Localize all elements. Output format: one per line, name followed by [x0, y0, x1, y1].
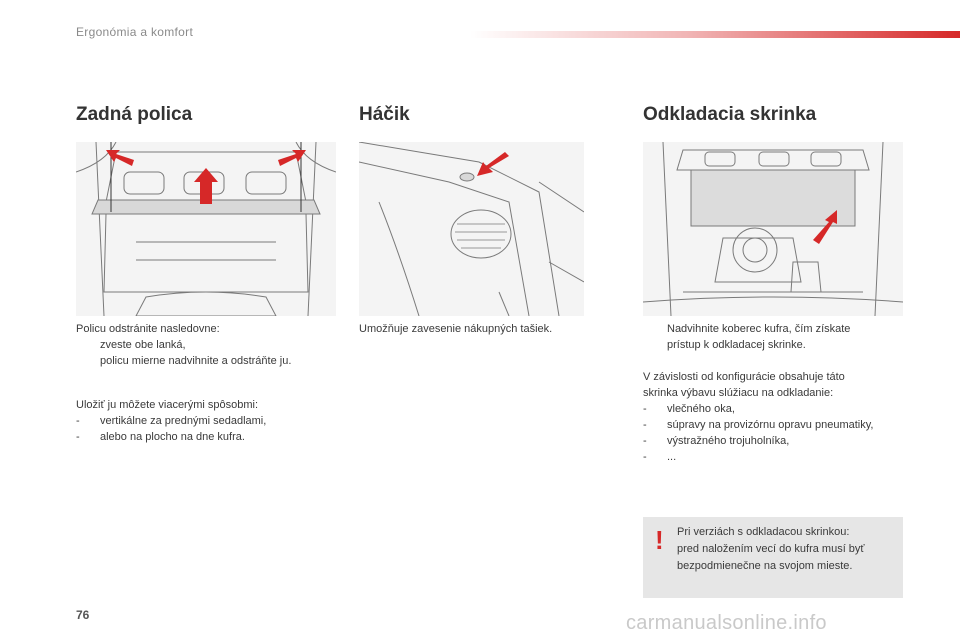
hook-description: Umožňuje zavesenie nákupných tašiek. — [359, 323, 553, 335]
dash-marker: - — [76, 415, 80, 427]
storage-option-1: vertikálne za prednými sedadlami, — [100, 415, 267, 427]
warning-line-2: pred naložením vecí do kufra musí byť — [677, 543, 865, 555]
warning-box — [643, 517, 903, 598]
dash-marker: - — [643, 435, 647, 447]
warning-icon: ! — [655, 525, 664, 555]
storage-box-illustration — [643, 142, 903, 316]
header-title: Ergonómia a komfort — [76, 25, 194, 39]
rear-shelf-step-1: zveste obe lanká, — [100, 339, 186, 351]
storage-box-step-line-1: Nadvihnite koberec kufra, čím získate — [667, 323, 851, 335]
hook-illustration — [359, 142, 584, 316]
rear-shelf-step-2: policu mierne nadvihnite a odstráňte ju. — [100, 355, 292, 367]
watermark: carmanualsonline.info — [626, 612, 827, 634]
storage-box-title: Odkladacia skrinka — [643, 104, 817, 125]
warning-line-1: Pri verziách s odkladacou skrinkou: — [677, 526, 850, 538]
dash-marker: - — [76, 431, 80, 443]
contents-item-2: súpravy na provizórnu opravu pneumatiky, — [667, 419, 874, 431]
header-accent-bar — [470, 31, 960, 38]
storage-box-contents-line-1: V závislosti od konfigurácie obsahuje táto — [643, 371, 845, 383]
storage-box-contents-line-2: skrinka výbavu slúžiacu na odkladanie: — [643, 387, 834, 399]
contents-item-3: výstražného trojuholníka, — [667, 435, 790, 447]
rear-shelf-intro: Policu odstránite nasledovne: — [76, 323, 220, 335]
contents-item-4: ... — [667, 451, 677, 463]
warning-line-3: bezpodmienečne na svojom mieste. — [677, 560, 853, 572]
rear-shelf-storage-intro: Uložiť ju môžete viacerými spôsobmi: — [76, 399, 259, 411]
dash-marker: - — [643, 419, 647, 431]
dash-marker: - — [643, 451, 647, 463]
hook-title: Háčik — [359, 104, 410, 125]
rear-shelf-title: Zadná polica — [76, 104, 193, 125]
storage-option-2: alebo na plocho na dne kufra. — [100, 431, 245, 443]
rear-shelf-illustration — [76, 142, 336, 316]
storage-box-step-line-2: prístup k odkladacej skrinke. — [667, 339, 806, 351]
contents-item-1: vlečného oka, — [667, 403, 735, 415]
page-number: 76 — [76, 608, 90, 622]
dash-marker: - — [643, 403, 647, 415]
